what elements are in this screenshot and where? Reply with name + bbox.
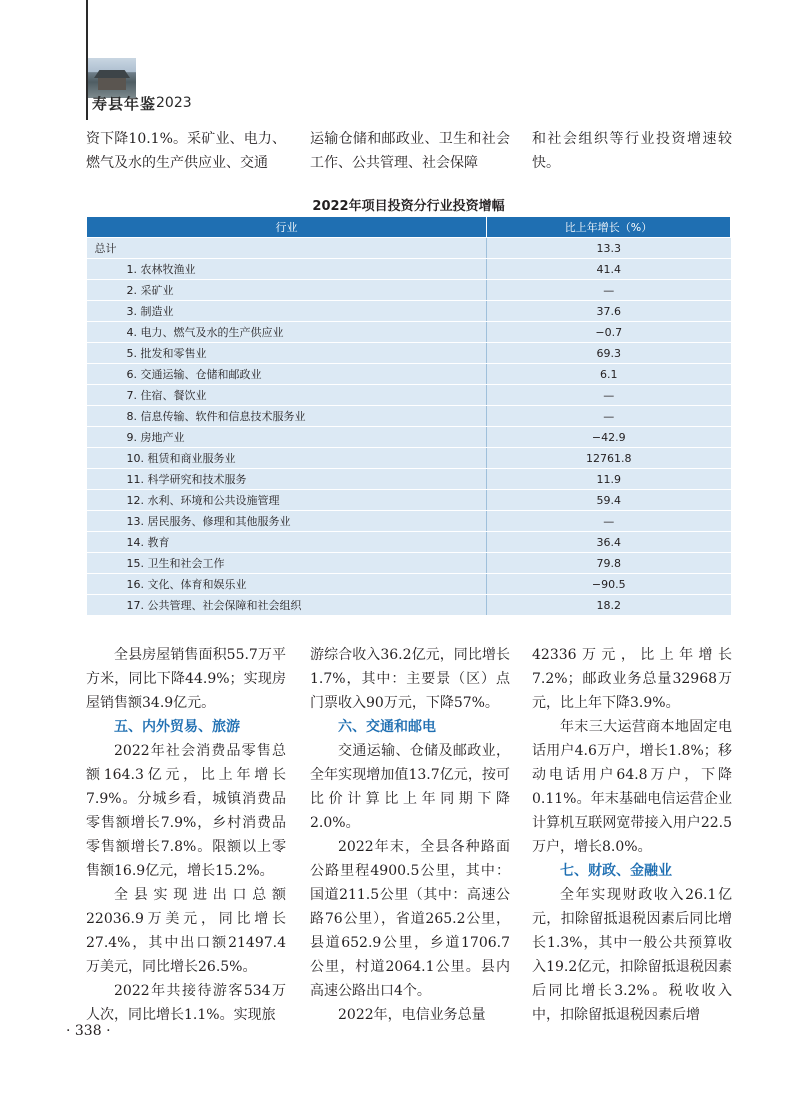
row-industry: 7. 住宿、餐饮业	[87, 385, 487, 406]
row-value: 36.4	[487, 532, 731, 553]
row-value: 11.9	[487, 469, 731, 490]
table-row	[87, 280, 731, 301]
table-row	[87, 595, 731, 616]
paragraph-transport-value: 交通运输、仓储及邮政业，全年实现增加值13.7亿元，按可比价计算比上年同期下降2.0%。	[310, 743, 510, 831]
row-value: 79.8	[487, 553, 731, 574]
paragraph-housing-sales: 全县房屋销售面积55.7万平方米，同比下降44.9%；实现房屋销售额34.9亿元。	[86, 647, 286, 711]
table-row	[87, 469, 731, 490]
table-body	[87, 238, 731, 616]
top-paragraph-col2: 运输仓储和邮政业、卫生和社会工作、公共管理、社会保障	[310, 131, 510, 171]
yearbook-year: 2023	[156, 95, 192, 111]
section-heading-finance: 七、财政、金融业	[560, 863, 672, 879]
header-industry: 行业	[87, 217, 487, 238]
paragraph-telecom: 2022年，电信业务总量	[338, 1007, 486, 1023]
row-industry: 9. 房地产业	[87, 427, 487, 448]
table-row	[87, 448, 731, 469]
table-row	[87, 301, 731, 322]
row-value: −42.9	[487, 427, 731, 448]
investment-table	[86, 216, 731, 616]
table-header-row	[87, 217, 731, 238]
row-industry: 2. 采矿业	[87, 280, 487, 301]
table-row	[87, 574, 731, 595]
table-row	[87, 406, 731, 427]
row-industry: 10. 租赁和商业服务业	[87, 448, 487, 469]
table-row	[87, 427, 731, 448]
table-row	[87, 259, 731, 280]
table-row	[87, 553, 731, 574]
row-value: −90.5	[487, 574, 731, 595]
table-row	[87, 238, 731, 259]
header-photo-hall	[98, 78, 126, 90]
table-row	[87, 322, 731, 343]
row-value: 18.2	[487, 595, 731, 616]
paragraph-fiscal-revenue: 全年实现财政收入26.1亿元，扣除留抵退税因素后同比增长1.3%，其中一般公共预算收入19.2亿元，扣除留抵退税因素后同比增长3.2%。税收收入中，扣除留抵退税因素后增	[532, 887, 732, 1023]
paragraph-import-export: 全县实现进出口总额22036.9万美元，同比增长27.4%，其中出口额21497.4万美元，同比增长26.5%。	[86, 887, 286, 975]
header-photo	[88, 58, 136, 98]
row-industry: 16. 文化、体育和娱乐业	[87, 574, 487, 595]
row-industry: 4. 电力、燃气及水的生产供应业	[87, 322, 487, 343]
row-industry: 15. 卫生和社会工作	[87, 553, 487, 574]
table-row	[87, 364, 731, 385]
row-value: 59.4	[487, 490, 731, 511]
header-photo-roof	[94, 70, 130, 78]
row-value: —	[487, 406, 731, 427]
row-value: 13.3	[487, 238, 731, 259]
table-row	[87, 385, 731, 406]
paragraph-phone-users: 年末三大运营商本地固定电话用户4.6万户，增长1.8%；移动电话用户64.8万户，下降0.11%。年末基础电信运营企业计算机互联网宽带接入用户22.5万户，增长8.0%。	[532, 719, 732, 855]
top-paragraph-col1: 资下降10.1%。采矿业、电力、燃气及水的生产供应业、交通	[86, 131, 286, 171]
row-industry: 8. 信息传输、软件和信息技术服务业	[87, 406, 487, 427]
row-industry: 1. 农林牧渔业	[87, 259, 487, 280]
row-industry: 3. 制造业	[87, 301, 487, 322]
yearbook-title: 寿县年鉴	[92, 95, 157, 113]
table-row	[87, 511, 731, 532]
row-industry: 13. 居民服务、修理和其他服务业	[87, 511, 487, 532]
body-column-3	[532, 643, 732, 1027]
row-value: 12761.8	[487, 448, 731, 469]
row-value: 69.3	[487, 343, 731, 364]
paragraph-roads: 2022年末，全县各种路面公路里程4900.5公里，其中：国道211.5公里（其中：高速公路76公里），省道265.2公里，县道652.9公里，乡道1706.7公里，村道2064.1公里。县内高速公路出口4个。	[310, 839, 510, 999]
paragraph-tourists: 2022年共接待游客534万人次，同比增长1.1%。实现旅	[86, 983, 286, 1023]
row-industry: 11. 科学研究和技术服务	[87, 469, 487, 490]
row-value: 37.6	[487, 301, 731, 322]
row-value: —	[487, 511, 731, 532]
page-number: · 338 ·	[66, 1023, 111, 1039]
row-industry: 总计	[87, 238, 487, 259]
body-column-2	[310, 643, 510, 1027]
paragraph-retail: 2022年社会消费品零售总额164.3亿元，比上年增长7.9%。分城乡看，城镇消费品零售额增长7.9%，乡村消费品零售额增长7.8%。限额以上零售额16.9亿元，增长15.2%。	[86, 743, 286, 879]
row-industry: 5. 批发和零售业	[87, 343, 487, 364]
row-industry: 17. 公共管理、社会保障和社会组织	[87, 595, 487, 616]
top-text-col2	[310, 127, 510, 177]
table-row	[87, 490, 731, 511]
row-value: —	[487, 385, 731, 406]
body-column-1	[86, 643, 286, 1027]
row-value: 6.1	[487, 364, 731, 385]
row-industry: 12. 水利、环境和公共设施管理	[87, 490, 487, 511]
section-heading-trade-tourism: 五、内外贸易、旅游	[114, 719, 240, 735]
paragraph-postal: 42336万元，比上年增长7.2%；邮政业务总量32968万元，比上年下降3.9%。	[532, 647, 732, 711]
paragraph-tourism-income: 游综合收入36.2亿元，同比增长1.7%，其中：主要景（区）点门票收入90万元，下降57%。	[310, 647, 510, 711]
table-title: 2022年项目投资分行业投资增幅	[312, 199, 505, 214]
row-value: 41.4	[487, 259, 731, 280]
top-text-col1	[86, 127, 286, 177]
row-industry: 6. 交通运输、仓储和邮政业	[87, 364, 487, 385]
row-value: —	[487, 280, 731, 301]
table-row	[87, 532, 731, 553]
section-heading-transport-post: 六、交通和邮电	[338, 719, 436, 735]
top-paragraph-col3: 和社会组织等行业投资增速较快。	[532, 131, 732, 171]
table-row	[87, 343, 731, 364]
top-text-col3	[532, 127, 732, 177]
row-value: −0.7	[487, 322, 731, 343]
row-industry: 14. 教育	[87, 532, 487, 553]
header-growth: 比上年增长（%）	[487, 217, 731, 238]
